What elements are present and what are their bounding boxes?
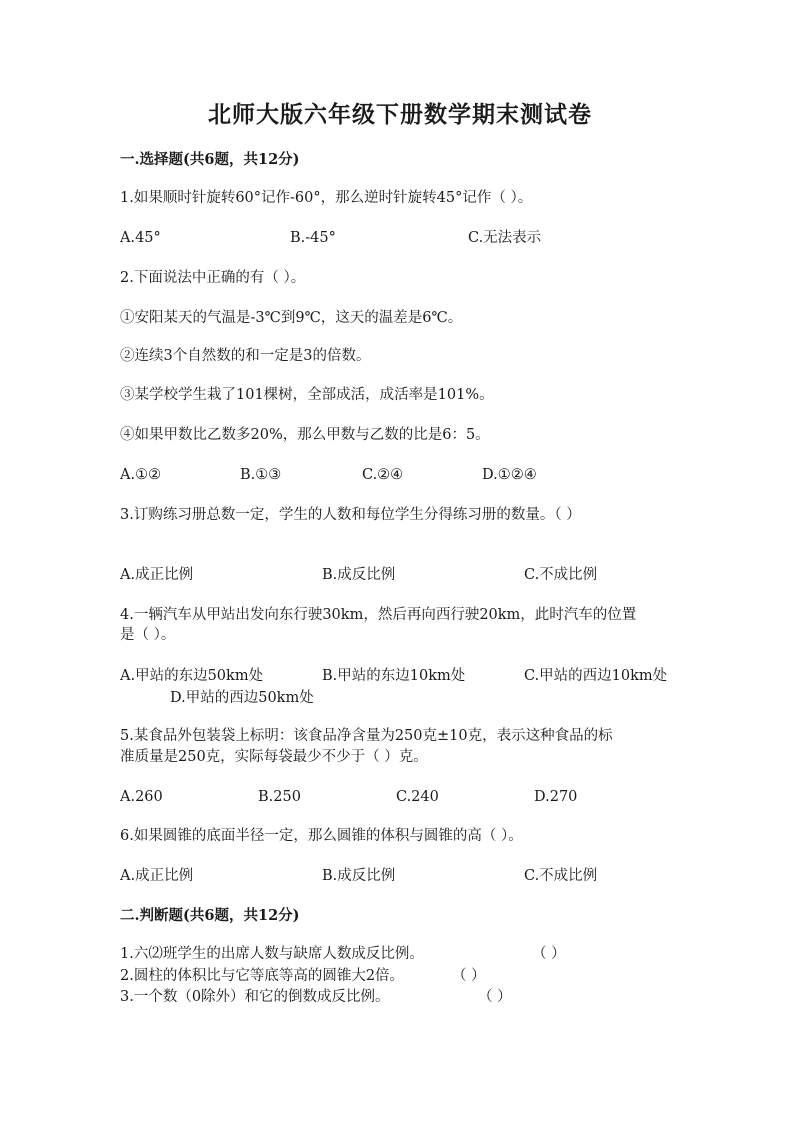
judgement-item-3-text: 3.一个数（0除外）和它的倒数成反比例。 <box>120 989 390 1005</box>
question-4-option-a: A.甲站的东边50km处 <box>120 668 264 684</box>
question-1-stem: 1.如果顺时针旋转60°记作-60°，那么逆时针旋转45°记作（ ）。 <box>120 190 533 206</box>
judgement-item-2 <box>120 966 404 986</box>
judgement-item-1 <box>120 944 424 964</box>
judgement-item-2-text: 2.圆柱的体积比与它等底等高的圆锥大2倍。 <box>120 968 405 984</box>
question-2-stem: 2.下面说法中正确的有（ ）。 <box>120 270 306 286</box>
question-6-stem: 6.如果圆锥的底面半径一定，那么圆锥的体积与圆锥的高（ ）。 <box>120 828 523 844</box>
question-2-statement-1: ①安阳某天的气温是-3℃到9℃，这天的温差是6℃。 <box>120 310 463 326</box>
question-3-stem: 3.订购练习册总数一定，学生的人数和每位学生分得练习册的数量。（ ） <box>120 507 581 523</box>
judgement-item-1-text: 1.六⑵班学生的出席人数与缺席人数成反比例。 <box>120 946 424 962</box>
question-6-option-c: C.不成比例 <box>524 868 598 884</box>
question-1-option-a: A.45° <box>120 230 161 246</box>
question-2-option-b: B.①③ <box>240 467 282 483</box>
question-2-statement-4: ④如果甲数比乙数多20%，那么甲数与乙数的比是6：5。 <box>120 427 490 443</box>
question-2-statement-2: ②连续3个自然数的和一定是3的倍数。 <box>120 348 371 364</box>
question-2-option-c: C.②④ <box>362 467 404 483</box>
question-5-option-b: B.250 <box>258 789 301 805</box>
question-4-option-c: C.甲站的西边10km处 <box>524 668 668 684</box>
question-5-option-d: D.270 <box>534 789 578 805</box>
question-6-option-b: B.成反比例 <box>322 868 396 884</box>
section-heading-judgement: 二.判断题(共6题，共12分) <box>120 907 300 924</box>
question-3-option-a: A.成正比例 <box>120 567 194 583</box>
question-1-option-b: B.-45° <box>290 230 336 246</box>
question-2-option-d: D.①②④ <box>482 467 537 483</box>
section-heading-choice: 一.选择题(共6题，共12分) <box>120 151 300 168</box>
question-5-option-a: A.260 <box>120 789 163 805</box>
question-4-stem-line-2: 是（ ）。 <box>120 627 176 643</box>
question-3-option-c: C.不成比例 <box>524 567 598 583</box>
page-title: 北师大版六年级下册数学期末测试卷 <box>208 101 592 128</box>
judgement-item-1-blank: （ ） <box>532 946 566 962</box>
question-4-stem-line-1: 4.一辆汽车从甲站出发向东行驶30km，然后再向西行驶20km，此时汽车的位置 <box>120 607 637 623</box>
judgement-item-3-blank: （ ） <box>478 989 512 1005</box>
question-5-stem-line-1: 5.某食品外包装袋上标明：该食品净含量为250克±10克，表示这种食品的标 <box>120 728 613 744</box>
question-4-option-d: D.甲站的西边50km处 <box>170 690 314 706</box>
question-2-statement-3: ③某学校学生栽了101棵树，全部成活，成活率是101%。 <box>120 387 494 403</box>
judgement-item-2-blank: （ ） <box>452 968 486 984</box>
question-4-option-b: B.甲站的东边10km处 <box>322 668 466 684</box>
question-1-option-c: C.无法表示 <box>468 230 542 246</box>
question-6-option-a: A.成正比例 <box>120 868 194 884</box>
question-2-option-a: A.①② <box>120 467 162 483</box>
question-5-stem-line-2: 准质量是250克，实际每袋最少不少于（ ）克。 <box>120 749 428 765</box>
question-5-option-c: C.240 <box>396 789 439 805</box>
question-3-option-b: B.成反比例 <box>322 567 396 583</box>
judgement-item-3 <box>120 987 390 1007</box>
